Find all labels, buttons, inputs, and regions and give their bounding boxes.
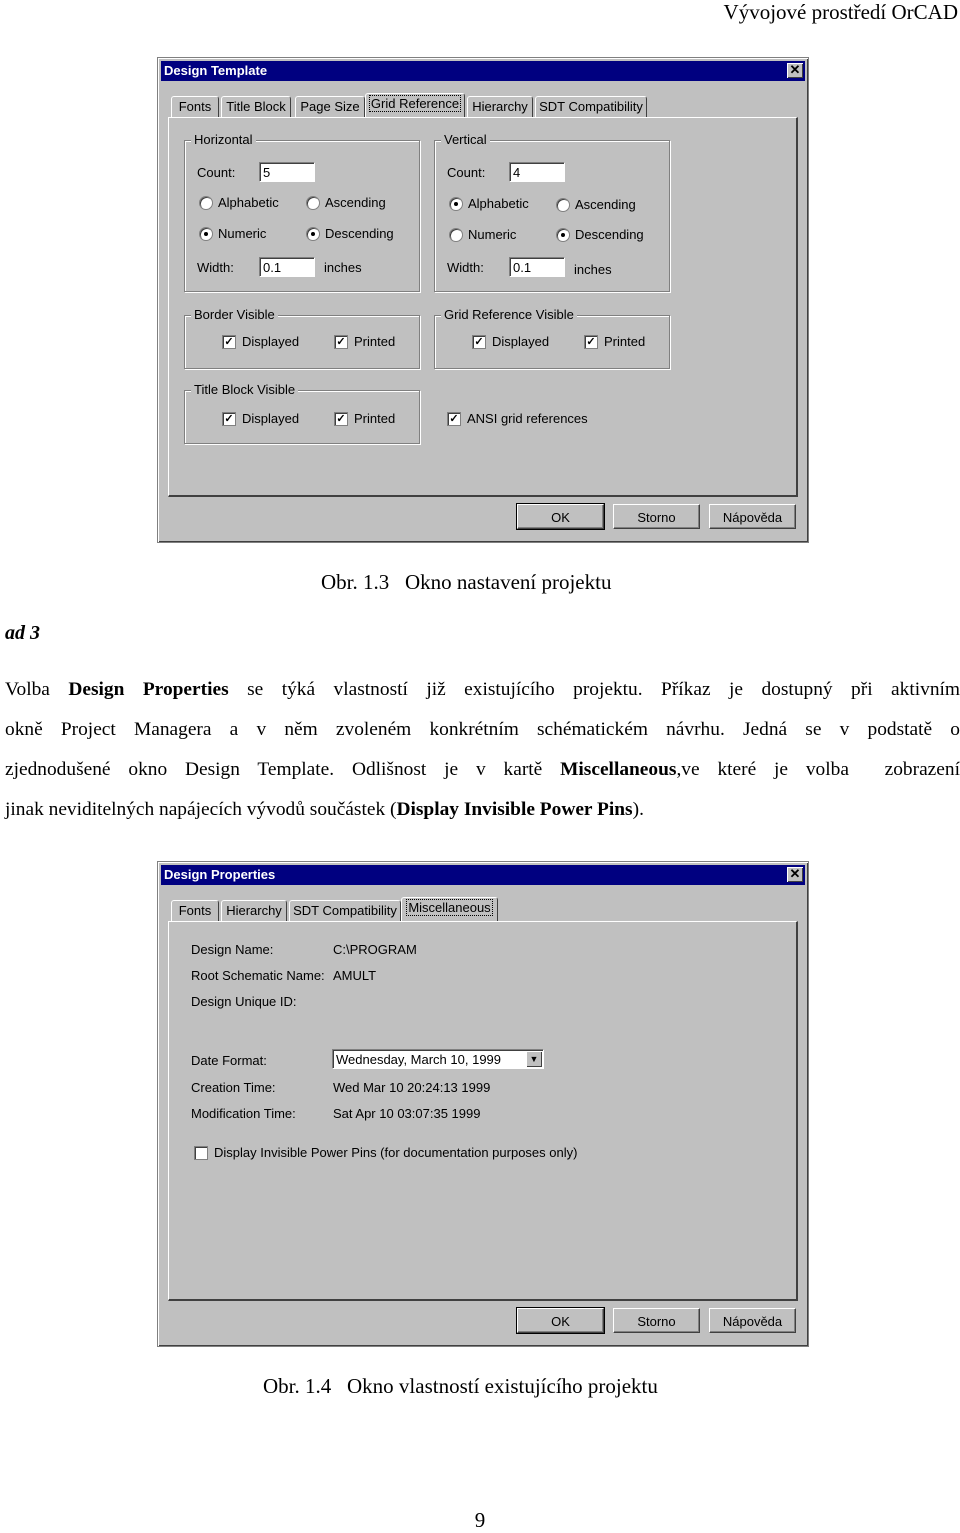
storno-button[interactable]: Storno <box>613 504 700 529</box>
tab-page-size[interactable]: Page Size <box>295 96 365 117</box>
ok-button[interactable]: OK <box>517 504 604 529</box>
vertical-descending-radio[interactable] <box>556 228 570 242</box>
grid-displayed-checkbox[interactable]: ✓ <box>472 335 486 349</box>
border-printed-label: Printed <box>354 334 396 349</box>
paragraph-line: Volba Design Properties se týká vlastností již existujícího projektu. Příkaz je dostupný při aktivním <box>5 679 960 700</box>
date-format-select[interactable] <box>332 1049 544 1069</box>
tab-title-block[interactable]: Title Block <box>221 96 291 117</box>
grid-printed-checkbox[interactable]: ✓ <box>584 335 598 349</box>
tab-miscellaneous[interactable]: Miscellaneous <box>401 897 498 921</box>
date-format-label: Date Format: <box>191 1053 267 1068</box>
horizontal-alphabetic-radio[interactable] <box>199 196 213 210</box>
grid-printed-label: Printed <box>604 334 646 349</box>
title-block-visible-label: Title Block Visible <box>191 382 298 397</box>
vertical-alphabetic-radio[interactable] <box>449 197 463 211</box>
help-button[interactable]: Nápověda <box>709 1308 796 1333</box>
creation-time-label: Creation Time: <box>191 1080 276 1095</box>
horizontal-ascending-radio[interactable] <box>306 196 320 210</box>
width-label: Width: <box>197 260 234 275</box>
paragraph-line: jinak neviditelných napájecích vývodů součástek (Display Invisible Power Pins). <box>5 799 644 820</box>
display-invisible-checkbox[interactable] <box>194 1146 208 1160</box>
tab-fonts[interactable]: Fonts <box>171 900 219 921</box>
body-paragraph <box>5 670 960 830</box>
border-displayed-checkbox[interactable]: ✓ <box>222 335 236 349</box>
design-name-label: Design Name: <box>191 942 274 957</box>
close-icon[interactable]: ✕ <box>787 867 803 882</box>
vertical-label: Vertical <box>441 132 490 147</box>
vertical-units: inches <box>574 262 612 277</box>
horizontal-ascending-label: Ascending <box>325 195 386 210</box>
storno-button[interactable]: Storno <box>613 1308 700 1333</box>
help-button[interactable]: Nápověda <box>709 504 796 529</box>
vertical-count-input[interactable]: 4 <box>509 162 565 182</box>
count-label: Count: <box>197 165 236 180</box>
modification-time-label: Modification Time: <box>191 1106 296 1121</box>
creation-time-value: Wed Mar 10 20:24:13 1999 <box>333 1080 491 1095</box>
vertical-numeric-label: Numeric <box>468 227 517 242</box>
page-number: 9 <box>474 1508 486 1532</box>
tab-sdt-compatibility[interactable]: SDT Compatibility <box>289 900 401 921</box>
tab-sdt-compatibility[interactable]: SDT Compatibility <box>535 96 647 117</box>
title-block-displayed-checkbox[interactable]: ✓ <box>222 412 236 426</box>
horizontal-numeric-radio[interactable] <box>199 227 213 241</box>
horizontal-label: Horizontal <box>191 132 256 147</box>
root-schematic-value: AMULT <box>333 968 377 983</box>
close-icon[interactable]: ✕ <box>787 63 803 78</box>
design-template-dialog <box>157 57 809 543</box>
grid-displayed-label: Displayed <box>492 334 550 349</box>
figure-caption-2: Obr. 1.4 Okno vlastností existujícího projektu <box>263 1374 658 1398</box>
vertical-ascending-radio[interactable] <box>556 198 570 212</box>
width-label: Width: <box>447 260 484 275</box>
tab-grid-reference[interactable]: Grid Reference <box>365 93 465 117</box>
dialog-title: Design Properties <box>164 867 276 882</box>
vertical-descending-label: Descending <box>575 227 644 242</box>
border-visible-label: Border Visible <box>191 307 278 322</box>
grid-reference-visible-group <box>434 307 670 369</box>
dialog-title: Design Template <box>164 63 268 78</box>
horizontal-descending-radio[interactable] <box>306 227 320 241</box>
title-block-displayed-label: Displayed <box>242 411 300 426</box>
display-invisible-label: Display Invisible Power Pins (for documentation purposes only) <box>214 1145 578 1160</box>
horizontal-width-input[interactable]: 0.1 <box>259 257 315 277</box>
paragraph-line: okně Project Managera a v něm zvoleném konkrétním schématickém návrhu. Jedná se v podstatě o <box>5 719 960 740</box>
design-name-value: C:\PROGRAM <box>333 942 417 957</box>
dialog-titlebar <box>161 865 805 885</box>
section-heading: ad 3 <box>5 622 40 644</box>
design-unique-id-label: Design Unique ID: <box>191 994 297 1009</box>
vertical-alphabetic-label: Alphabetic <box>468 196 529 211</box>
tab-fonts[interactable]: Fonts <box>171 96 219 117</box>
count-label: Count: <box>447 165 486 180</box>
design-properties-dialog <box>157 861 809 1347</box>
chevron-down-icon[interactable]: ▼ <box>526 1051 542 1067</box>
dialog-titlebar <box>161 61 805 81</box>
ansi-grid-label: ANSI grid references <box>467 411 588 426</box>
border-visible-group <box>184 307 420 369</box>
tab-hierarchy[interactable]: Hierarchy <box>221 900 287 921</box>
date-format-value: Wednesday, March 10, 1999 <box>336 1052 502 1067</box>
root-schematic-label: Root Schematic Name: <box>191 968 325 983</box>
vertical-ascending-label: Ascending <box>575 197 636 212</box>
border-displayed-label: Displayed <box>242 334 300 349</box>
ok-button[interactable]: OK <box>517 1308 604 1333</box>
horizontal-group <box>184 132 420 292</box>
horizontal-count-input[interactable]: 5 <box>259 162 315 182</box>
horizontal-descending-label: Descending <box>325 226 394 241</box>
figure-caption-1: Obr. 1.3 Okno nastavení projektu <box>321 570 612 594</box>
grid-reference-panel <box>168 117 798 497</box>
vertical-group <box>434 132 670 292</box>
vertical-numeric-radio[interactable] <box>449 228 463 242</box>
title-block-printed-checkbox[interactable]: ✓ <box>334 412 348 426</box>
horizontal-alphabetic-label: Alphabetic <box>218 195 279 210</box>
tab-hierarchy[interactable]: Hierarchy <box>467 96 533 117</box>
miscellaneous-panel <box>168 921 798 1301</box>
running-header: Vývojové prostředí OrCAD <box>723 0 958 24</box>
ansi-grid-checkbox[interactable]: ✓ <box>447 412 461 426</box>
title-block-visible-group <box>184 382 420 444</box>
modification-time-value: Sat Apr 10 03:07:35 1999 <box>333 1106 481 1121</box>
paragraph-line: zjednodušené okno Design Template. Odlišnost je v kartě Miscellaneous,ve které je volba zobrazení <box>5 759 960 780</box>
horizontal-numeric-label: Numeric <box>218 226 267 241</box>
title-block-printed-label: Printed <box>354 411 396 426</box>
vertical-width-input[interactable]: 0.1 <box>509 257 565 277</box>
horizontal-units: inches <box>324 260 362 275</box>
border-printed-checkbox[interactable]: ✓ <box>334 335 348 349</box>
grid-reference-visible-label: Grid Reference Visible <box>441 307 577 322</box>
